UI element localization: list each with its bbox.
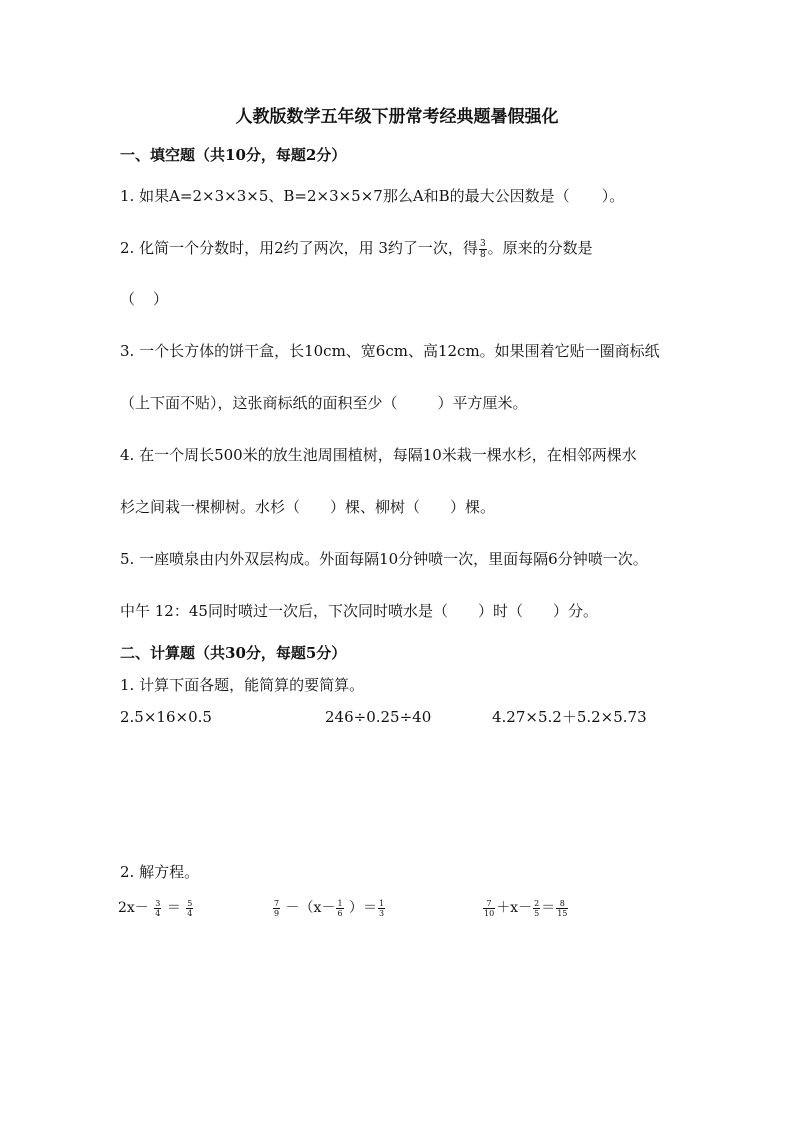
fraction	[556, 899, 568, 918]
fraction-denominator: 9	[274, 908, 280, 918]
equation-1	[118, 893, 194, 923]
equation-instruction: 2. 解方程。	[120, 863, 200, 881]
equation-2-mid: －（x－	[285, 900, 336, 916]
fraction-denominator: 8	[479, 249, 486, 260]
question-1-text: 1. 如果A=2×3×3×5、B=2×3×5×7那么A和B的最大公因数是（	[120, 187, 570, 205]
question-3-text: （上下面不贴），这张商标纸的面积至少（	[120, 394, 398, 412]
question-5-line-2	[120, 601, 598, 621]
fraction-denominator: 10	[484, 908, 495, 918]
fraction	[154, 899, 161, 918]
fraction-denominator: 15	[557, 908, 568, 918]
equation-2	[272, 893, 386, 923]
question-1-end: ）。	[601, 187, 625, 205]
question-3-line-2	[120, 393, 528, 413]
fraction	[479, 239, 487, 260]
fraction-denominator: 3	[379, 908, 385, 918]
equation-3	[482, 893, 569, 923]
blank-close: ）	[153, 290, 169, 308]
fraction-denominator: 4	[155, 908, 161, 918]
fraction-denominator: 5	[534, 908, 540, 918]
equation-2-close: ）＝	[349, 900, 377, 916]
question-1	[120, 186, 624, 206]
section-2-heading: 二、计算题（共30分，每题5分）	[120, 644, 347, 662]
fraction-numerator: 3	[479, 238, 486, 249]
fraction-denominator: 4	[187, 908, 193, 918]
question-4-text-end: ）棵。	[450, 498, 496, 516]
fraction	[336, 899, 343, 918]
calc-expression-2: 246÷0.25÷40	[325, 708, 432, 726]
fraction	[533, 899, 540, 918]
fraction	[378, 899, 385, 918]
question-2	[120, 238, 593, 260]
fraction-numerator: 8	[556, 899, 568, 909]
calc-instruction: 1. 计算下面各题，能简算的要简算。	[120, 676, 365, 694]
fraction	[186, 899, 193, 918]
page-title: 人教版数学五年级下册常考经典题暑假强化	[235, 107, 559, 127]
fraction-denominator: 6	[337, 908, 343, 918]
question-2-text: 2. 化简一个分数时，用2约了两次，用 3约了一次，得	[120, 239, 478, 257]
equals-sign: ＝	[541, 900, 556, 916]
fraction	[483, 899, 495, 918]
fraction-numerator: 5	[187, 898, 193, 908]
question-5-text: 中午 12：45同时喷过一次后，下次同时喷水是（	[120, 602, 448, 620]
equals-sign: ＝	[166, 900, 181, 916]
calc-expression-3: 4.27×5.2＋5.2×5.73	[492, 708, 647, 726]
question-5-text-mid: ）时（	[477, 602, 523, 620]
question-4-text: 杉之间栽一棵柳树。水杉（	[120, 498, 301, 516]
fraction-numerator: 1	[379, 898, 385, 908]
fraction-numerator: 7	[483, 899, 495, 909]
fraction-numerator: 1	[337, 898, 343, 908]
question-3-text-end: ）平方厘米。	[437, 394, 528, 412]
question-5-line-1: 5. 一座喷泉由内外双层构成。外面每隔10分钟喷一次，里面每隔6分钟喷一次。	[120, 550, 648, 568]
equation-3-mid: ＋x－	[496, 900, 533, 916]
fraction-numerator: 7	[274, 898, 280, 908]
question-5-text-end: ）分。	[552, 602, 598, 620]
question-4-text-mid: ）棵、柳树（	[330, 498, 421, 516]
question-3-line-1: 3. 一个长方体的饼干盒，长10cm、宽6cm、高12cm。如果围着它贴一圈商标纸	[120, 342, 660, 360]
calc-expression-1: 2.5×16×0.5	[120, 708, 212, 726]
question-4-line-1: 4. 在一个周长500米的放生池周围植树，每隔10米栽一棵水杉，在相邻两棵水	[120, 446, 637, 464]
section-1-heading: 一、填空题（共10分，每题2分）	[120, 146, 347, 164]
equation-1-lhs: 2x－	[118, 900, 149, 916]
fraction-numerator: 2	[534, 898, 540, 908]
fraction-numerator: 3	[155, 898, 161, 908]
question-2-answer	[120, 289, 168, 309]
question-4-line-2	[120, 497, 495, 517]
fraction	[273, 899, 280, 918]
question-2-text-cont: 。原来的分数是	[487, 239, 593, 257]
blank-open: （	[120, 290, 136, 308]
